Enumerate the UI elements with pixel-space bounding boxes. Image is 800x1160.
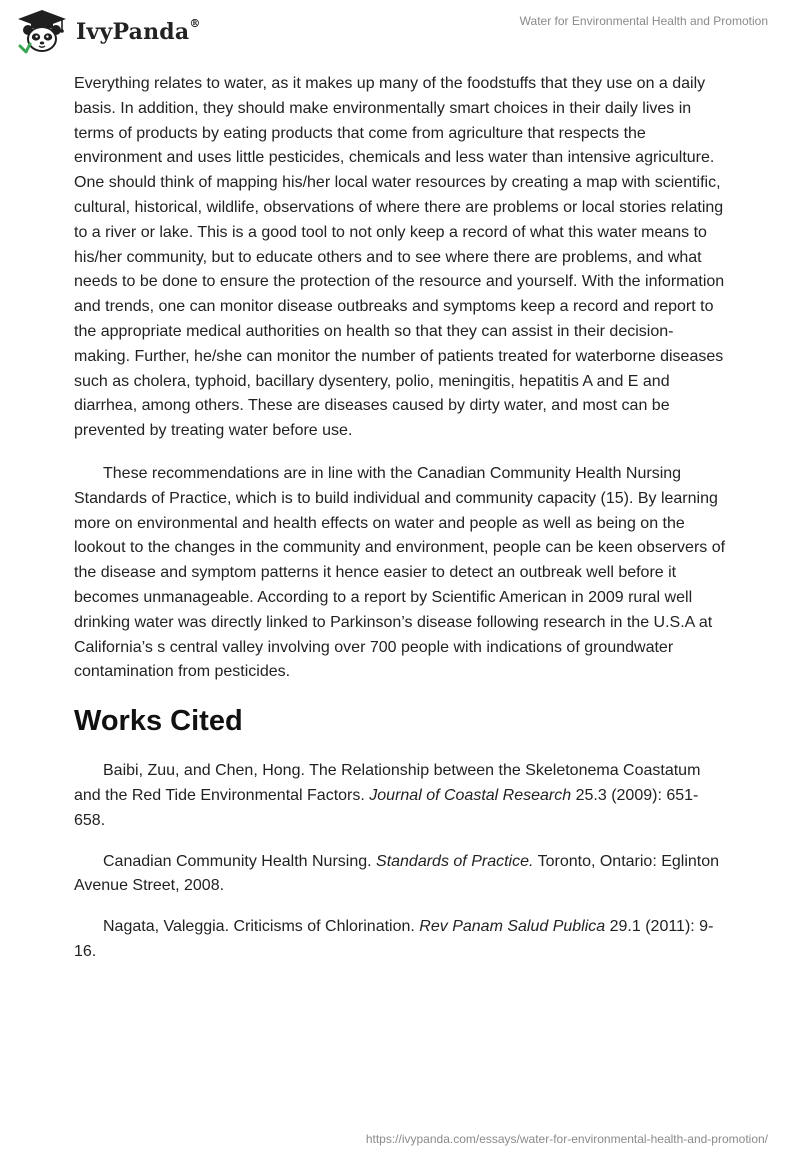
page-header — [0, 0, 800, 66]
citation-text: Baibi, Zuu, and Chen, Hong. The Relationship between the Skeletonema Coastatum and the Red Tide Environmental Factors. — [74, 762, 701, 804]
citation-details: 29.1 (2011): 9-16. — [74, 918, 714, 960]
brand-name: IvyPanda® — [76, 17, 201, 45]
citation-source: Rev Panam Salud Publica — [419, 918, 606, 936]
brand-logo[interactable] — [14, 8, 201, 56]
essay-content — [74, 72, 729, 981]
citation-item — [74, 759, 729, 833]
citation-details: 25.3 (2009): 651-658. — [74, 786, 699, 829]
body-paragraph-1: Everything relates to water, as it makes up many of the foodstuffs that they use on a daily basis. In addition, they should make environmentally smart choices in their daily lives in terms of products by eating products that come from agriculture that respects the environment and uses little pesticides, chemicals and less water than intensive agriculture. One should think of mapping his/her local water resources by creating a map with scientific, cultural, historical, wildlife, observations of where there are problems or local stories relating to a river or lake. This is a good tool to not only keep a record of what this water means to his/her community, but to educate others and to see where there are problems, and what needs to be done to ensure the protection of the resource and yourself. With the information and trends, one can monitor disease outbreaks and symptoms keep a record and report to the appropriate medical authorities on health so that they can assist in their decision-making. Further, he/she can monitor the number of patients treated for waterborne diseases such as cholera, typhoid, bacillary dysentery, polio, meningitis, hepatitis A and E and diarrhea, among others. These are diseases caused by dirty water, and most can be prevented by treating water before use. — [74, 75, 725, 440]
citation-text: Canadian Community Health Nursing. — [103, 852, 377, 870]
citation-source: Journal of Coastal Research — [369, 786, 572, 804]
works-cited-heading: Works Cited — [74, 705, 243, 738]
source-url-link[interactable]: https://ivypanda.com/essays/water-for-environmental-health-and-promotion/ — [365, 1132, 768, 1146]
body-paragraph-2: These recommendations are in line with the Canadian Community Health Nursing Standards of Practice, which is to build individual and community capacity (15). By learning more on environmental and health effects on water and people as well as being on the lookout to the changes in the community and environment, people can be keen observers of the disease and symptom patterns it hence easier to detect an outbreak well before it becomes unmanageable. According to a report by Scientific American in 2009 rural well drinking water was directly linked to Parkinson’s disease following research in the U.S.A at California’s s central valley involving over 700 people with indications of groundwater contamination from pesticides. — [74, 464, 726, 681]
citation-item — [74, 915, 729, 965]
panda-graduate-icon — [14, 8, 70, 56]
registered-mark: ® — [189, 17, 201, 30]
citation-text: Nagata, Valeggia. Criticisms of Chlorination. — [103, 918, 420, 936]
citation-source: Standards of Practice. — [376, 852, 534, 870]
citation-details: Toronto, Ontario: Eglinton Avenue Street, 2008. — [74, 852, 720, 895]
citation-item — [74, 850, 729, 900]
document-title: Water for Environmental Health and Promotion — [519, 14, 768, 28]
